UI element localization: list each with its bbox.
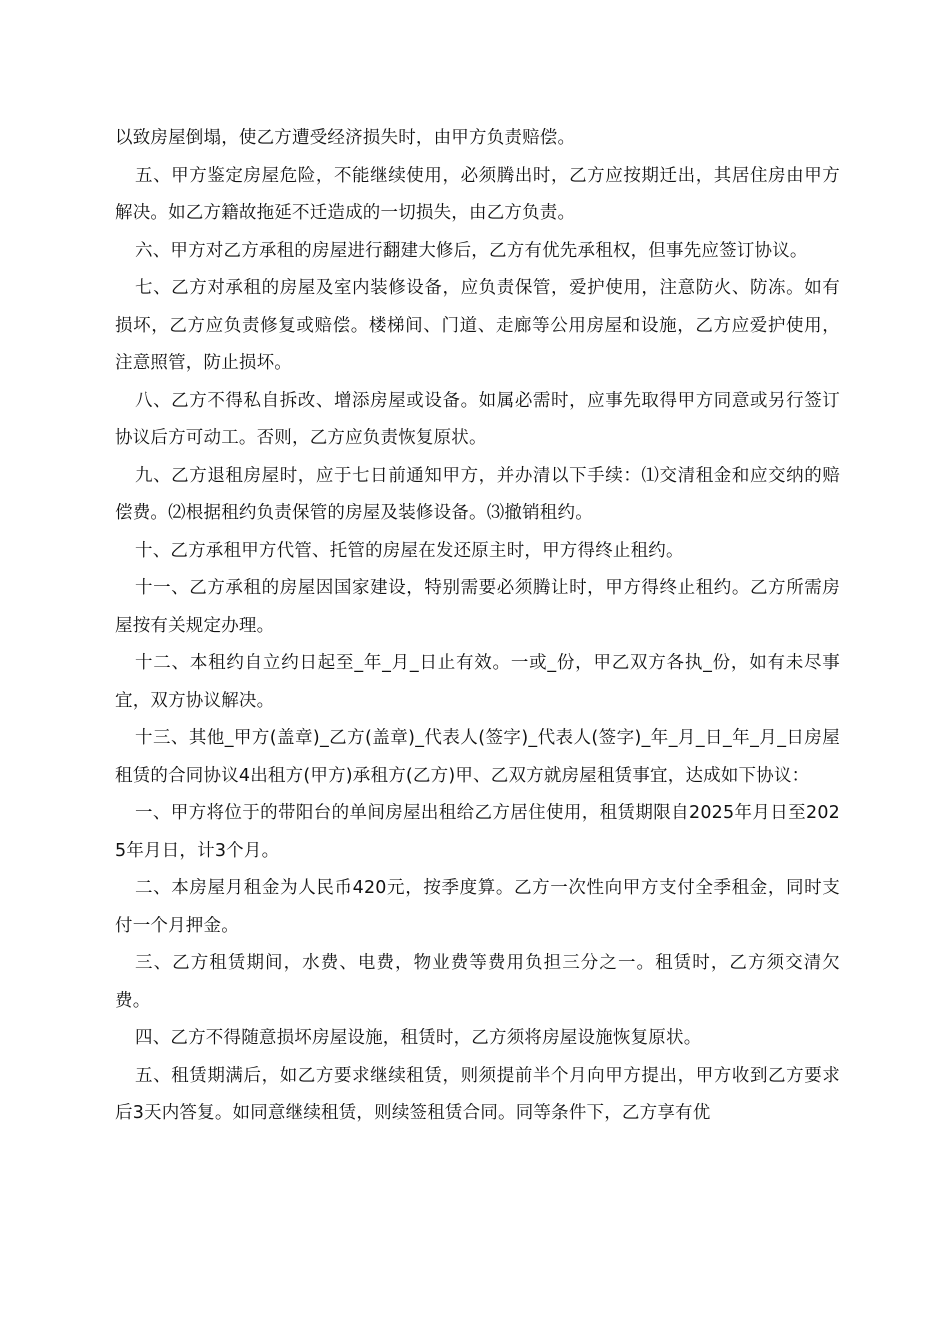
paragraph-clause-6: 六、甲方对乙方承租的房屋进行翻建大修后，乙方有优先承租权，但事先应签订协议。 [135,240,808,261]
paragraph-agreement-2: 二、本房屋月租金为人民币420元，按季度算。乙方一次性向甲方支付全季租金，同时支付一个月押金。 [115,878,840,936]
paragraph-agreement-5: 五、租赁期满后，如乙方要求继续租赁，则须提前半个月向甲方提出，甲方收到乙方要求后3天内答复。如同意继续租赁，则续签租赁合同。同等条件下，乙方享有优 [115,1065,840,1123]
paragraph-clause-5: 五、甲方鉴定房屋危险，不能继续使用，必须腾出时，乙方应按期迁出，其居住房由甲方解决。如乙方籍故拖延不迁造成的一切损失，由乙方负责。 [115,165,840,223]
paragraph-clause-10: 十、乙方承租甲方代管、托管的房屋在发还原主时，甲方得终止租约。 [135,540,684,561]
paragraph-clause-7: 七、乙方对承租的房屋及室内装修设备，应负责保管，爱护使用，注意防火、防冻。如有损坏，乙方应负责修复或赔偿。楼梯间、门道、走廊等公用房屋和设施，乙方应爱护使用，注意照管，防止损坏。 [115,278,840,373]
paragraph-clause-12: 十二、本租约自立约日起至_年_月_日止有效。一或_份，甲乙双方各执_份，如有未尽事宜，双方协议解决。 [115,653,840,711]
paragraph-clause-8: 八、乙方不得私自拆改、增添房屋或设备。如属必需时，应事先取得甲方同意或另行签订协议后方可动工。否则，乙方应负责恢复原状。 [115,390,840,448]
paragraph-continued: 以致房屋倒塌，使乙方遭受经济损失时，由甲方负责赔偿。 [115,128,576,148]
document-body [115,120,840,1133]
paragraph-agreement-1: 一、甲方将位于的带阳台的单间房屋出租给乙方居住使用，租赁期限自2025年月日至2025年月日，计3个月。 [115,803,840,861]
paragraph-agreement-4: 四、乙方不得随意损坏房屋设施，租赁时，乙方须将房屋设施恢复原状。 [135,1028,702,1048]
paragraph-clause-11: 十一、乙方承租的房屋因国家建设，特别需要必须腾让时，甲方得终止租约。乙方所需房屋按有关规定办理。 [115,578,840,636]
paragraph-clause-13: 十三、其他_甲方(盖章)_乙方(盖章)_代表人(签字)_代表人(签字)_年_月_日_年_月_日房屋租赁的合同协议4出租方(甲方)承租方(乙方)甲、乙双方就房屋租赁事宜，达成如下协议： [115,728,840,786]
paragraph-clause-9: 九、乙方退租房屋时，应于七日前通知甲方，并办清以下手续：⑴交清租金和应交纳的赔偿费。⑵根据租约负责保管的房屋及装修设备。⑶撤销租约。 [115,465,840,523]
paragraph-agreement-3: 三、乙方租赁期间，水费、电费，物业费等费用负担三分之一。租赁时，乙方须交清欠费。 [115,953,840,1011]
